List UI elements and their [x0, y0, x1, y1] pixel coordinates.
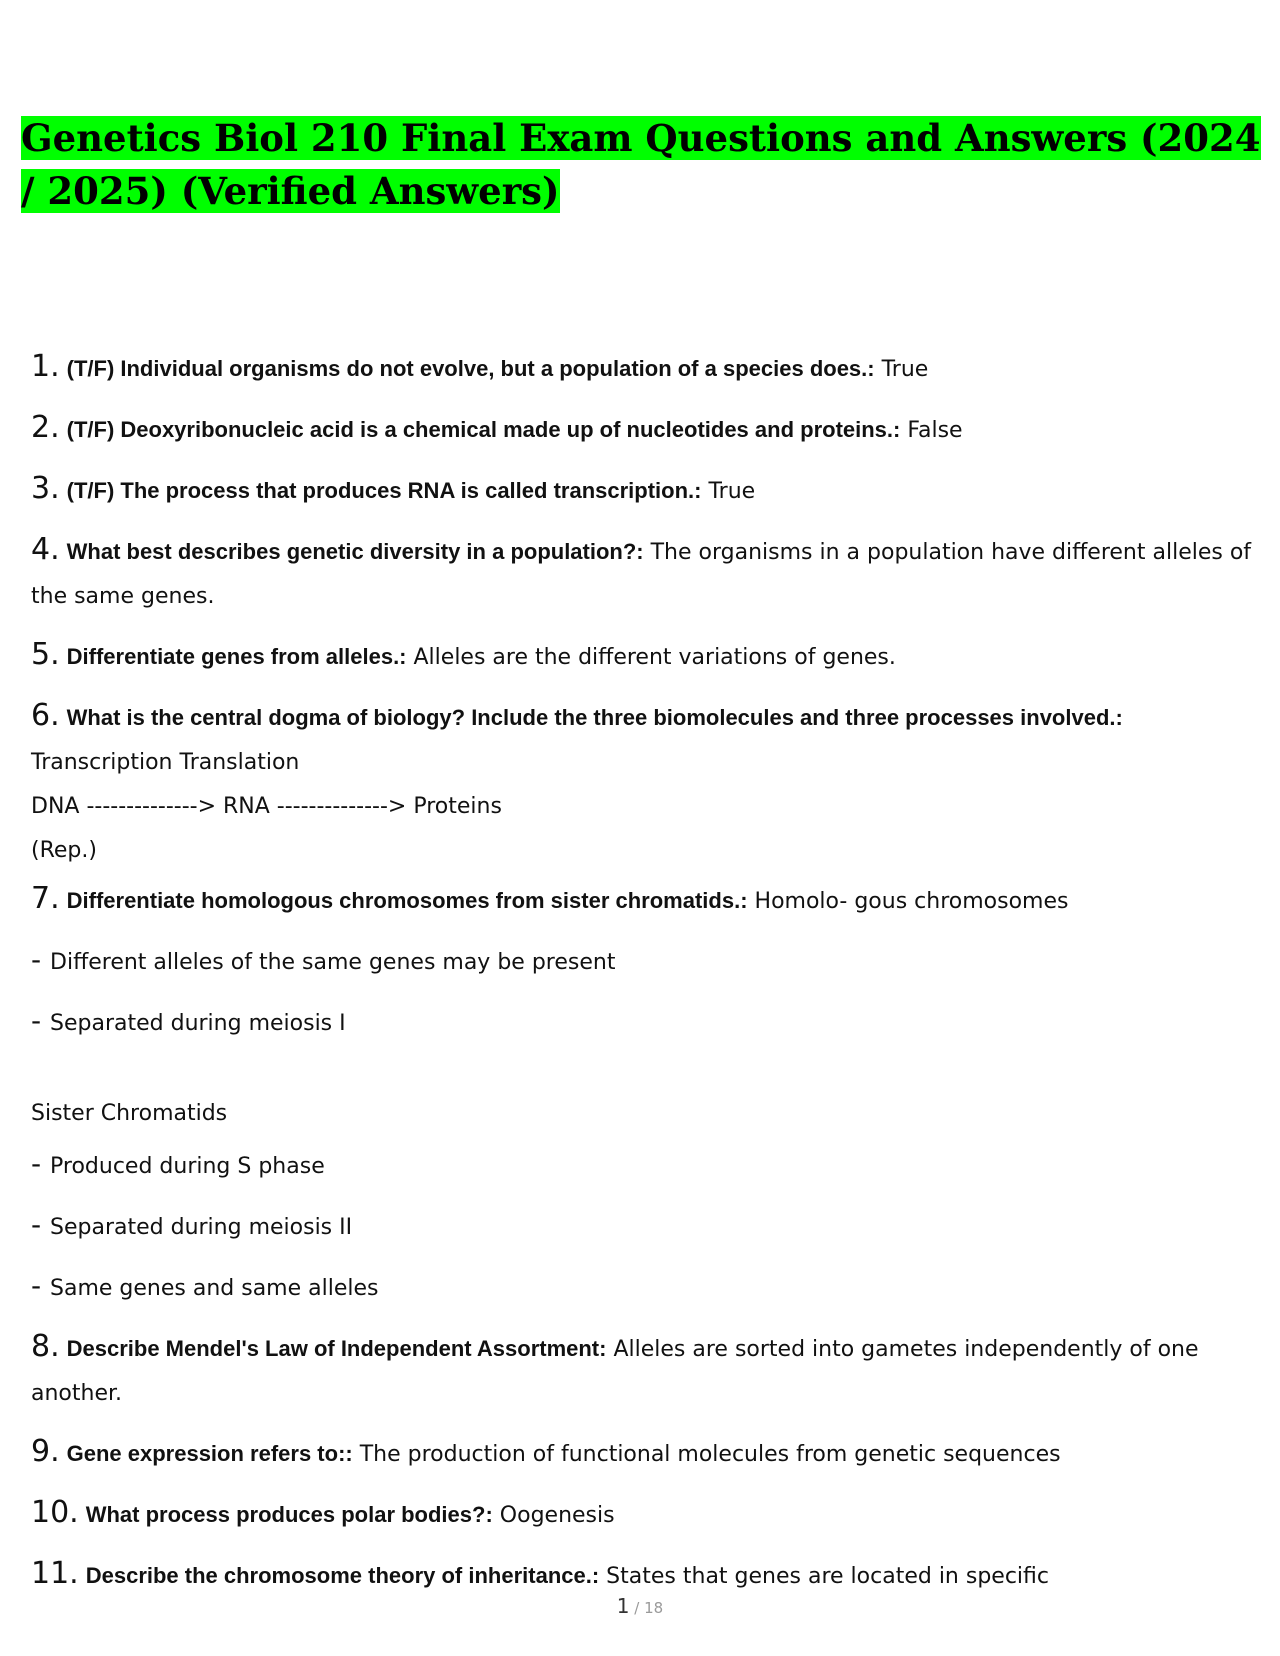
question-text: (T/F) Individual organisms do not evolve, but a population of a species does.: — [66, 356, 875, 381]
answer-text: True — [874, 357, 929, 382]
qa-item-6 — [31, 694, 1256, 785]
bullet-item — [31, 1264, 1256, 1311]
bullet-item — [31, 1142, 1256, 1189]
question-number: 3. — [31, 471, 60, 506]
answer-text: The production of functional molecules from genetic sequences — [352, 1442, 1061, 1467]
current-page-number: 1 — [616, 1594, 630, 1618]
subheading: Sister Chromatids — [31, 1101, 228, 1126]
answer-text: Transcription Translation — [31, 750, 300, 775]
answer-text: Alleles are the different variations of genes. — [406, 645, 896, 670]
question-text: What is the central dogma of biology? Include the three biomolecules and three processes involved.: — [66, 705, 1123, 730]
question-number: 7. — [31, 881, 60, 916]
bullet-text: Same genes and same alleles — [50, 1276, 379, 1301]
question-number: 11. — [31, 1556, 79, 1591]
qa-item-3 — [31, 467, 1256, 514]
qa-item-8 — [31, 1325, 1256, 1416]
qa-item-7 — [31, 877, 1256, 924]
question-text: Differentiate genes from alleles.: — [66, 644, 407, 669]
qa-item-9 — [31, 1430, 1256, 1477]
question-text: Differentiate homologous chromosomes from sister chromatids.: — [66, 888, 748, 913]
question-text: (T/F) Deoxyribonucleic acid is a chemical made up of nucleotides and proteins.: — [66, 417, 901, 442]
bullet-text: Different alleles of the same genes may be present — [50, 950, 616, 975]
answer-line: (Rep.) — [31, 838, 97, 863]
bullet-item — [31, 1203, 1256, 1250]
qa-list — [31, 345, 1256, 1613]
question-text: Gene expression refers to:: — [66, 1441, 353, 1466]
question-text: What best describes genetic diversity in a population?: — [66, 539, 644, 564]
bullet-text: Separated during meiosis I — [50, 1011, 346, 1036]
bullet-dash: - — [31, 1269, 51, 1302]
bullet-text: Produced during S phase — [50, 1154, 325, 1179]
answer-line: DNA --------------> RNA --------------> Proteins — [31, 794, 502, 819]
qa-item-2 — [31, 406, 1256, 453]
answer-text: States that genes are located in specific — [599, 1564, 1049, 1589]
answer-text: False — [900, 418, 963, 443]
question-text: Describe the chromosome theory of inheritance.: — [85, 1563, 600, 1588]
qa-item-5 — [31, 633, 1256, 680]
bullet-dash: - — [31, 1147, 51, 1180]
question-number: 8. — [31, 1329, 60, 1364]
bullet-dash: - — [31, 1208, 51, 1241]
bullet-dash: - — [31, 943, 51, 976]
question-number: 1. — [31, 349, 60, 384]
answer-text: True — [701, 479, 756, 504]
qa-item-1 — [31, 345, 1256, 392]
document-title — [21, 112, 1261, 218]
total-pages: / 18 — [629, 1599, 664, 1617]
answer-text: Homolo- gous chromosomes — [747, 889, 1069, 914]
question-text: Describe Mendel's Law of Independent Assortment: — [66, 1336, 607, 1361]
spacer — [31, 1060, 1256, 1092]
question-text: What process produces polar bodies?: — [85, 1502, 493, 1527]
title-highlight: Genetics Biol 210 Final Exam Questions and Answers (2024 / 2025) (Verified Answers) — [21, 116, 1261, 213]
qa-item-4 — [31, 528, 1256, 619]
question-number: 6. — [31, 698, 60, 733]
bullet-item — [31, 999, 1256, 1046]
answer-text: Oogenesis — [492, 1503, 615, 1528]
qa-item-10 — [31, 1491, 1256, 1538]
bullet-item — [31, 938, 1256, 985]
question-number: 10. — [31, 1495, 79, 1530]
question-number: 9. — [31, 1434, 60, 1469]
question-number: 4. — [31, 532, 60, 567]
bullet-dash: - — [31, 1004, 51, 1037]
question-number: 2. — [31, 410, 60, 445]
qa-item-11 — [31, 1552, 1256, 1599]
page-footer — [0, 1594, 1280, 1618]
bullet-text: Separated during meiosis II — [50, 1215, 353, 1240]
answer-text: The organisms in a population have different alleles of the same genes. — [31, 540, 1252, 609]
question-number: 5. — [31, 637, 60, 672]
answer-text: Alleles are sorted into gametes independently of one another. — [31, 1337, 1199, 1406]
question-text: (T/F) The process that produces RNA is called transcription.: — [66, 478, 702, 503]
